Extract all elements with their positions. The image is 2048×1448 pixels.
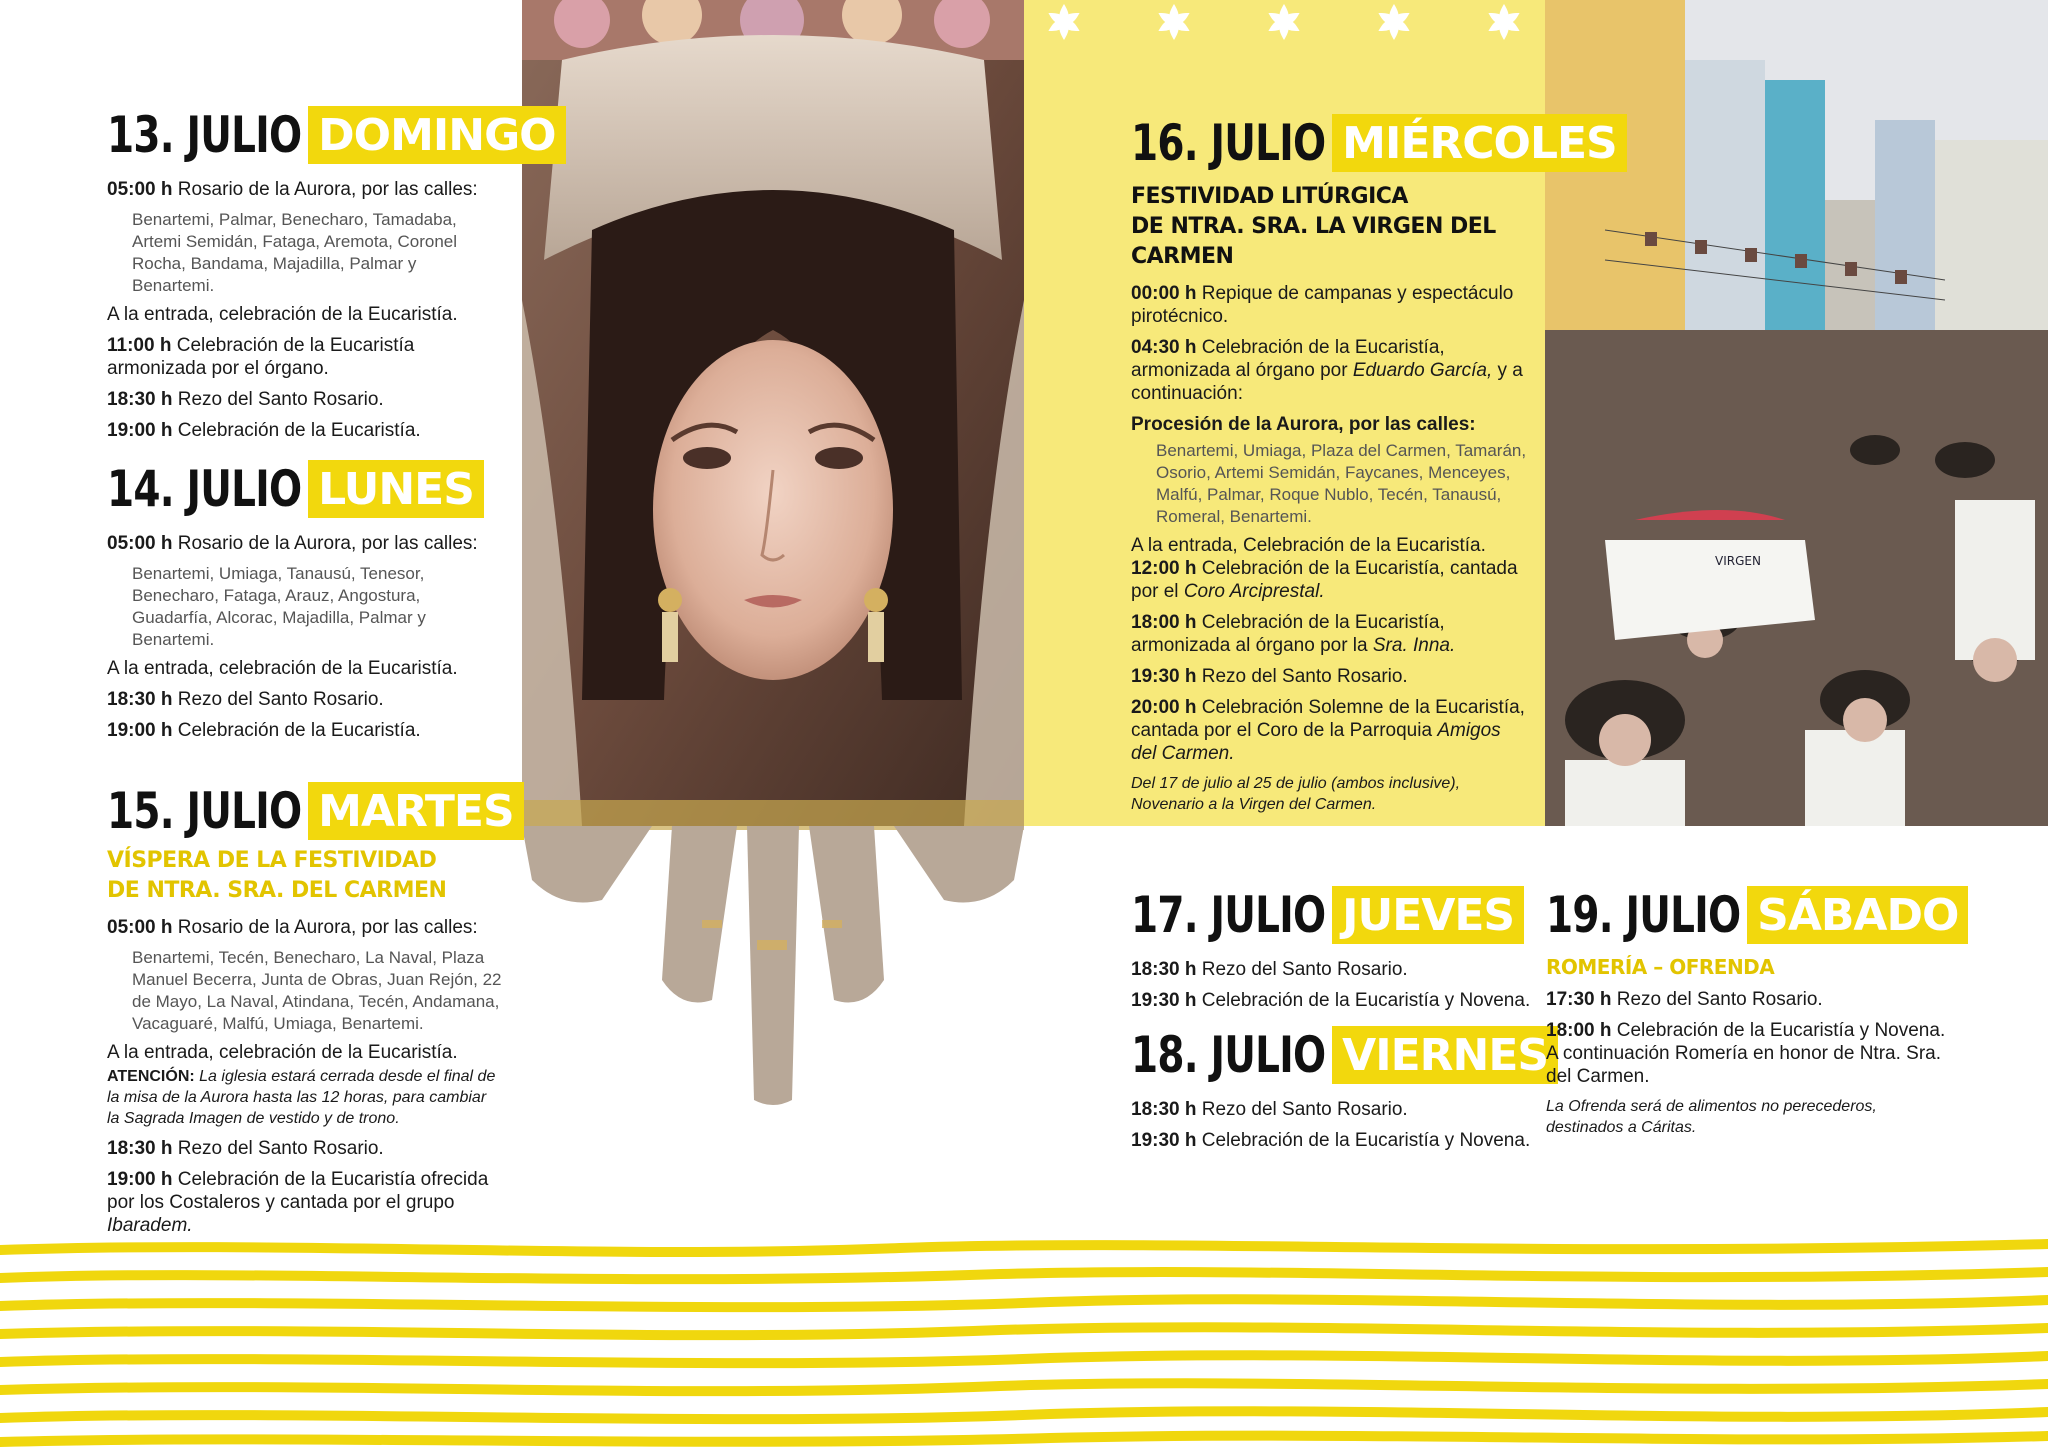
day-17-date: 17. JULIO [1131, 886, 1326, 944]
day-14-header [107, 460, 502, 518]
day-13-event-4: 19:00 h Celebración de la Eucaristía. [107, 420, 421, 441]
day-15-weekday: MARTES [308, 782, 524, 840]
day-13-header [107, 106, 556, 164]
boat-label: VIRGEN [1715, 554, 1761, 568]
column-left [107, 106, 556, 1245]
day-16-header [1131, 114, 1617, 172]
day-14-after: A la entrada, celebración de la Eucaristía. [107, 658, 458, 679]
day-15-event-3: 19:00 h Celebración de la Eucaristía ofrecida por los Costaleros y cantada por el grupo Ibaradem. [107, 1169, 489, 1236]
day-16-after: A la entrada, Celebración de la Eucaristía. [1131, 535, 1486, 556]
day-13-after: A la entrada, celebración de la Eucaristía. [107, 304, 458, 325]
day-19-weekday: SÁBADO [1747, 886, 1968, 944]
day-16-event-6: 20:00 h Celebración Solemne de la Eucaristía, cantada por el Coro de la Parroquia Amigos del Carmen. [1131, 697, 1525, 764]
day-14-streets: Benartemi, Umiaga, Tanausú, Tenesor, Benecharo, Fataga, Arauz, Angostura, Guadarfía, Alcorac, Majadilla, Palmar y Benartemi. [132, 564, 426, 649]
column-jueves-viernes [1131, 886, 1549, 1160]
day-13-weekday: DOMINGO [308, 106, 565, 164]
day-14-weekday: LUNES [308, 460, 484, 518]
day-16-event-5: 19:30 h Rezo del Santo Rosario. [1131, 666, 1408, 687]
day-18-event-1: 18:30 h Rezo del Santo Rosario. [1131, 1099, 1408, 1120]
day-15-event-2: 18:30 h Rezo del Santo Rosario. [107, 1138, 384, 1159]
day-19-note: La Ofrenda será de alimentos no perecederos, destinados a Cáritas. [1546, 1098, 1877, 1136]
day-19-event-1: 17:30 h Rezo del Santo Rosario. [1546, 989, 1823, 1010]
day-15-event-1: 05:00 h Rosario de la Aurora, por las calles: [107, 917, 478, 938]
day-16-note: Del 17 de julio al 25 de julio (ambos inclusive), Novenario a la Virgen del Carmen. [1131, 775, 1461, 813]
day-15-attention: ATENCIÓN: La iglesia estará cerrada desde el final de la misa de la Aurora hasta las 12 horas, para cambiar la Sagrada Imagen de vestido y de trono. [107, 1068, 496, 1127]
day-17-event-2: 19:30 h Celebración de la Eucaristía y Novena. [1131, 990, 1531, 1011]
day-13-date: 13. JULIO [107, 106, 302, 164]
day-16-weekday: MIÉRCOLES [1332, 114, 1627, 172]
day-14-event-2: 18:30 h Rezo del Santo Rosario. [107, 689, 384, 710]
day-16-event-3: 12:00 h Celebración de la Eucaristía, cantada por el Coro Arciprestal. [1131, 558, 1518, 602]
day-16-event-4: 18:00 h Celebración de la Eucaristía, armonizada al órgano por la Sra. Inna. [1131, 612, 1456, 656]
day-16-event-1: 00:00 h Repique de campanas y espectáculo pirotécnico. [1131, 283, 1514, 327]
day-13-event-1: 05:00 h Rosario de la Aurora, por las calles: [107, 179, 478, 200]
virgin-statue-image [522, 0, 1024, 1110]
column-middle [1131, 114, 1617, 823]
day-17-weekday: JUEVES [1332, 886, 1524, 944]
yellow-wave-stripes [0, 1230, 2048, 1448]
column-sabado [1546, 886, 1959, 1146]
day-19-subtitle: ROMERÍA – OFRENDA [1546, 955, 1775, 979]
day-14-event-1: 05:00 h Rosario de la Aurora, por las calles: [107, 533, 478, 554]
day-17-event-1: 18:30 h Rezo del Santo Rosario. [1131, 959, 1408, 980]
day-15-streets: Benartemi, Tecén, Benecharo, La Naval, Plaza Manuel Becerra, Junta de Obras, Juan Rejón, 22 de Mayo, La Naval, Atindana, Tecén, Andamana, Vacaguaré, Malfú, Umiaga, Benartemi. [132, 948, 502, 1033]
day-16-event-2: 04:30 h Celebración de la Eucaristía, armonizada al órgano por Eduardo García, y a continuación: [1131, 337, 1523, 404]
day-14-event-3: 19:00 h Celebración de la Eucaristía. [107, 720, 421, 741]
day-15-header [107, 782, 514, 840]
day-17-header [1131, 886, 1531, 944]
day-16-streets: Benartemi, Umiaga, Plaza del Carmen, Tamarán, Osorio, Artemi Semidán, Faycanes, Menceyes, Malfú, Palmar, Roque Nublo, Tecén, Tanausú, Romeral, Benartemi. [1156, 441, 1527, 526]
day-15-subtitle: VÍSPERA DE LA FESTIVIDAD DE NTRA. SRA. DEL CARMEN [107, 848, 447, 903]
day-19-event-2: 18:00 h Celebración de la Eucaristía y Novena. A continuación Romería en honor de Ntra. Sra. del Carmen. [1546, 1020, 1946, 1087]
day-18-date: 18. JULIO [1131, 1026, 1326, 1084]
flower-border [1024, 0, 1545, 60]
day-19-date: 19. JULIO [1546, 886, 1741, 944]
day-14-date: 14. JULIO [107, 460, 302, 518]
day-16-procession: Procesión de la Aurora, por las calles: [1131, 414, 1476, 435]
day-15-after: A la entrada, celebración de la Eucaristía. [107, 1042, 458, 1063]
day-18-weekday: VIERNES [1332, 1026, 1558, 1084]
day-18-header [1131, 1026, 1549, 1084]
day-13-event-3: 18:30 h Rezo del Santo Rosario. [107, 389, 384, 410]
day-18-event-2: 19:30 h Celebración de la Eucaristía y Novena. [1131, 1130, 1531, 1151]
day-15-date: 15. JULIO [107, 782, 302, 840]
day-16-date: 16. JULIO [1131, 114, 1326, 172]
day-16-subtitle: FESTIVIDAD LITÚRGICA DE NTRA. SRA. LA VIRGEN DEL CARMEN [1131, 184, 1496, 269]
day-19-header [1546, 886, 1959, 944]
day-13-streets: Benartemi, Palmar, Benecharo, Tamadaba, Artemi Semidán, Fataga, Aremota, Coronel Rocha, Bandama, Majadilla, Palmar y Benartemi. [132, 210, 458, 295]
day-13-event-2: 11:00 h Celebración de la Eucaristía armonizada por el órgano. [107, 335, 415, 379]
